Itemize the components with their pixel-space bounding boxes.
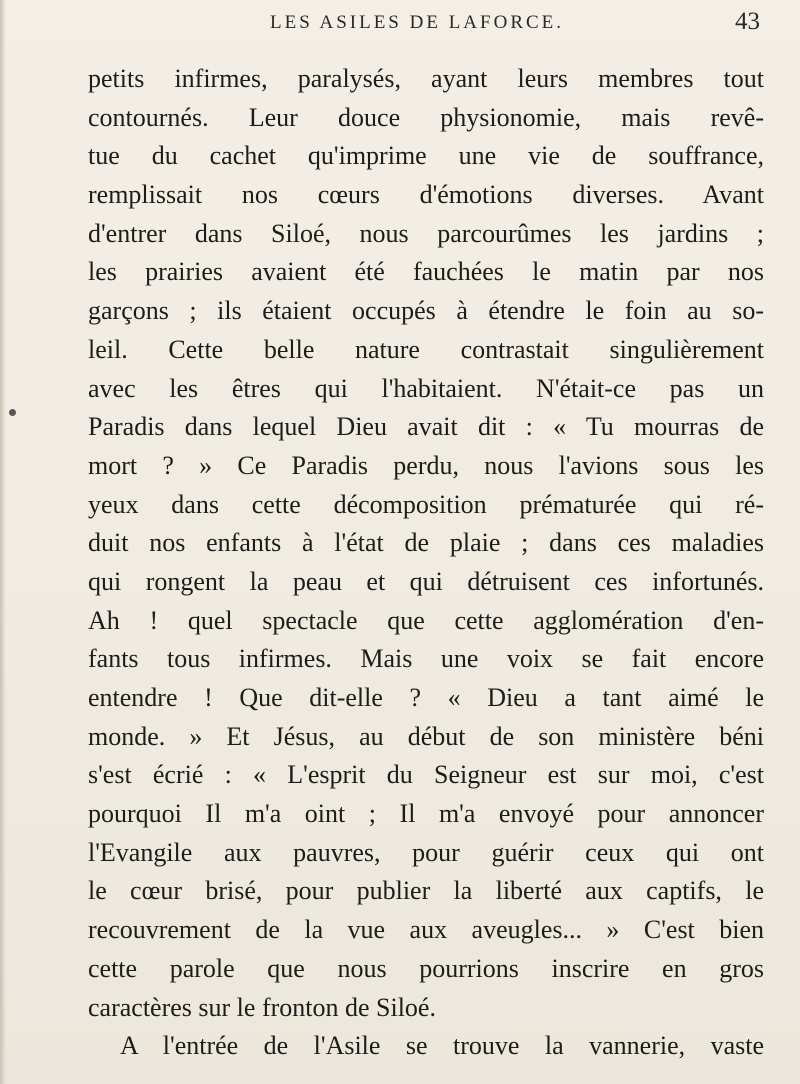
text-line: le cœur brisé, pour publier la liberté aux captifs, le [88,876,764,906]
page-binding-edge [0,0,6,1084]
text-line: garçons ; ils étaient occupés à étendre le foin au so- [88,296,764,326]
page-header [90,6,760,40]
text-line: Ah ! quel spectacle que cette agglomération d'en- [88,605,764,635]
text-line: yeux dans cette décomposition prématurée qui ré- [88,489,764,519]
running-head: LES ASILES DE LAFORCE. [270,12,565,33]
margin-mark [9,409,16,416]
text-line: fants tous infirmes. Mais une voix se fait encore [88,644,764,674]
text-line: s'est écrié : « L'esprit du Seigneur est sur moi, c'est [88,760,764,790]
text-line: entendre ! Que dit-elle ? « Dieu a tant aimé le [88,683,764,712]
text-line: tue du cachet qu'imprime une vie de souffrance, [88,141,764,171]
text-line: monde. » Et Jésus, au début de son ministère béni [88,721,764,751]
text-line: recouvrement de la vue aux aveugles... » C'est bien [88,915,764,945]
text-line-paragraph-start: A l'entrée de l'Asile se trouve la vannerie, vaste [120,1031,764,1061]
text-line: l'Evangile aux pauvres, pour guérir ceux qui ont [88,837,764,867]
page-number: 43 [735,8,760,35]
text-line: cette parole que nous pourrions inscrire en gros [88,953,764,983]
text-line: avec les êtres qui l'habitaient. N'était-ce pas un [88,373,764,403]
body-text [88,60,764,1066]
text-line: contournés. Leur douce physionomie, mais revê- [88,102,764,132]
text-line: remplissait nos cœurs d'émotions diverses. Avant [88,180,764,210]
text-line: duit nos enfants à l'état de plaie ; dans ces maladies [88,528,764,558]
text-line: les prairies avaient été fauchées le matin par nos [88,257,764,287]
text-line: d'entrer dans Siloé, nous parcourûmes les jardins ; [88,218,764,248]
text-line: petits infirmes, paralysés, ayant leurs membres tout [88,64,764,93]
text-line: qui rongent la peau et qui détruisent ces infortunés. [88,566,764,596]
text-line: pourquoi Il m'a oint ; Il m'a envoyé pour annoncer [88,799,764,829]
text-line: mort ? » Ce Paradis perdu, nous l'avions sous les [88,450,764,480]
text-line: Paradis dans lequel Dieu avait dit : « Tu mourras de [88,412,764,442]
text-line: leil. Cette belle nature contrastait singulièrement [88,334,764,364]
text-line-paragraph-end: caractères sur le fronton de Siloé. [88,992,436,1022]
